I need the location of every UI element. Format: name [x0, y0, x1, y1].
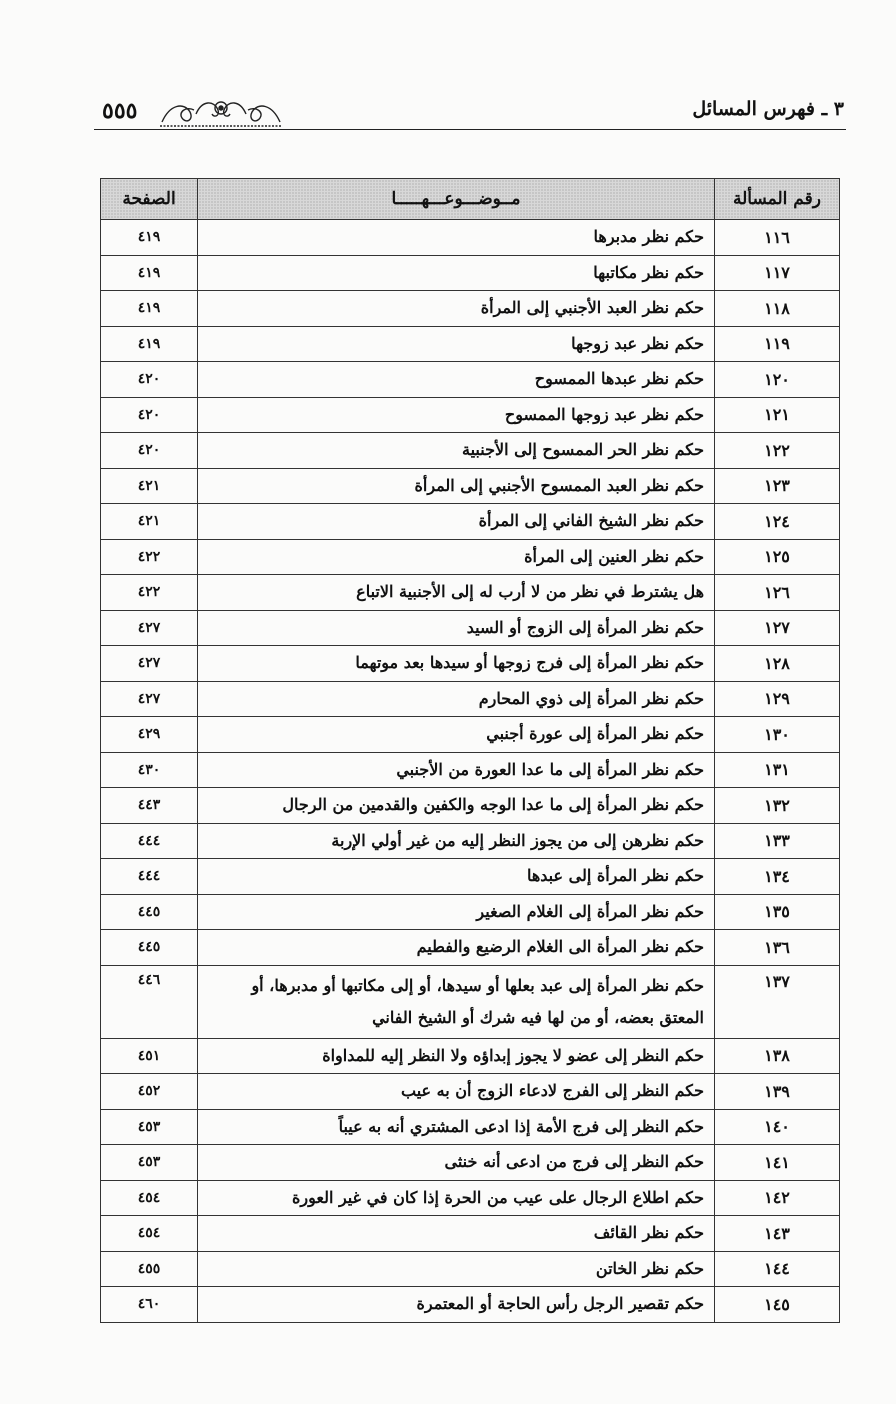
issue-number: ١٣٨	[715, 1038, 840, 1074]
issue-number: ١٢١	[715, 397, 840, 433]
issue-number: ١١٨	[715, 291, 840, 327]
page-ref: ٤٤٤	[101, 859, 198, 895]
issue-topic: حكم نظر المرأة إلى ما عدا الوجه والكفين والقدمين من الرجال	[198, 788, 715, 824]
issue-topic: حكم نظر مدبرها	[198, 220, 715, 256]
table-header-row	[101, 179, 840, 220]
issue-number: ١٣٠	[715, 717, 840, 753]
column-header-number: رقم المسألة	[715, 179, 840, 220]
table-row	[101, 1074, 840, 1110]
issue-topic: حكم نظرهن إلى من يجوز النظر إليه من غير أولي الإربة	[198, 823, 715, 859]
issue-topic: حكم النظر إلى فرج من ادعى أنه خنثى	[198, 1145, 715, 1181]
issue-number: ١٣٢	[715, 788, 840, 824]
issue-number: ١٤٣	[715, 1216, 840, 1252]
table-row	[101, 1109, 840, 1145]
issue-topic: حكم نظر القائف	[198, 1216, 715, 1252]
page-ref: ٤٢٠	[101, 433, 198, 469]
issue-topic: هل يشترط في نظر من لا أرب له إلى الأجنبية الاتباع	[198, 575, 715, 611]
issue-topic: حكم نظر الخاتن	[198, 1251, 715, 1287]
page-ref: ٤٥٤	[101, 1180, 198, 1216]
page-ref: ٤١٩	[101, 220, 198, 256]
issue-topic: حكم نظر المرأة إلى ذوي المحارم	[198, 681, 715, 717]
page-ref: ٤٢٢	[101, 539, 198, 575]
page-header	[94, 92, 846, 132]
page-ref: ٤٢٧	[101, 681, 198, 717]
issue-topic: حكم نظر عبدها الممسوح	[198, 362, 715, 398]
issue-number: ١٣٣	[715, 823, 840, 859]
column-header-topic: مــوضـــوعـــهـــــا	[198, 179, 715, 220]
issue-topic: حكم نظر المرأة إلى عبدها	[198, 859, 715, 895]
table-row	[101, 965, 840, 1038]
issue-topic: حكم النظر إلى عضو لا يجوز إبداؤه ولا النظر إليه للمداواة	[198, 1038, 715, 1074]
page-ref: ٤٤٣	[101, 788, 198, 824]
issue-number: ١٣٦	[715, 930, 840, 966]
issue-number: ١٢٨	[715, 646, 840, 682]
table-row	[101, 752, 840, 788]
issue-number: ١٤٤	[715, 1251, 840, 1287]
table-row	[101, 646, 840, 682]
header-rule	[94, 129, 846, 130]
issue-topic: حكم النظر إلى فرج الأمة إذا ادعى المشتري أنه به عيباً	[198, 1109, 715, 1145]
issue-number: ١٢٦	[715, 575, 840, 611]
table-row	[101, 326, 840, 362]
table-row	[101, 1038, 840, 1074]
table-row	[101, 1180, 840, 1216]
issue-number: ١١٦	[715, 220, 840, 256]
table-row	[101, 433, 840, 469]
issue-topic: حكم نظر المرأة إلى عورة أجنبي	[198, 717, 715, 753]
table-row	[101, 788, 840, 824]
issue-number: ١٣٧	[715, 965, 840, 1038]
issue-number: ١٢٩	[715, 681, 840, 717]
issue-number: ١٤٥	[715, 1287, 840, 1323]
issue-topic: حكم نظر عبد زوجها الممسوح	[198, 397, 715, 433]
page-ref: ٤٥٤	[101, 1216, 198, 1252]
issue-topic: حكم نظر العبد الأجنبي إلى المرأة	[198, 291, 715, 327]
page-ref: ٤٤٥	[101, 894, 198, 930]
page-ref: ٤٥٣	[101, 1109, 198, 1145]
page-ref: ٤٥٣	[101, 1145, 198, 1181]
issue-topic: حكم نظر المرأة إلى فرج زوجها أو سيدها بعد موتهما	[198, 646, 715, 682]
page-ref: ٤٣٠	[101, 752, 198, 788]
issue-topic: حكم نظر المرأة إلى ما عدا العورة من الأجنبي	[198, 752, 715, 788]
issue-topic: حكم نظر العبد الممسوح الأجنبي إلى المرأة	[198, 468, 715, 504]
table-row	[101, 468, 840, 504]
table-row	[101, 894, 840, 930]
table-row	[101, 255, 840, 291]
page-ref: ٤٥٥	[101, 1251, 198, 1287]
page-ref: ٤٤٥	[101, 930, 198, 966]
table-row	[101, 859, 840, 895]
issue-topic: حكم اطلاع الرجال على عيب من الحرة إذا كان في غير العورة	[198, 1180, 715, 1216]
issue-topic: حكم نظر المرأة إلى عبد بعلها أو سيدها، أو إلى مكاتبها أو مدبرها، أو المعتق بعضه، أو من لها فيه شرك أو الشيخ الفاني	[198, 965, 715, 1038]
page-ref: ٤٤٦	[101, 965, 198, 1038]
page-ref: ٤١٩	[101, 326, 198, 362]
issue-topic: حكم النظر إلى الفرج لادعاء الزوج أن به عيب	[198, 1074, 715, 1110]
section-title: ٣ ـ فهرس المسائل	[692, 98, 844, 120]
table-row	[101, 1145, 840, 1181]
issue-number: ١٤١	[715, 1145, 840, 1181]
table-row	[101, 397, 840, 433]
page-ref: ٤٥٢	[101, 1074, 198, 1110]
table-row	[101, 291, 840, 327]
page-ref: ٤٥١	[101, 1038, 198, 1074]
page-ref: ٤٢٧	[101, 646, 198, 682]
table-row	[101, 362, 840, 398]
issue-topic: حكم نظر العنين إلى المرأة	[198, 539, 715, 575]
page-ref: ٤٢٢	[101, 575, 198, 611]
page-ref: ٤٢٩	[101, 717, 198, 753]
column-header-page: الصفحة	[101, 179, 198, 220]
table-row	[101, 1216, 840, 1252]
issue-topic: حكم نظر المرأة إلى الزوج أو السيد	[198, 610, 715, 646]
index-table	[100, 178, 840, 1323]
page-ref: ٤٢٠	[101, 397, 198, 433]
issue-number: ١٣١	[715, 752, 840, 788]
page-ref: ٤٢٠	[101, 362, 198, 398]
table-row	[101, 717, 840, 753]
table-row	[101, 1251, 840, 1287]
issue-topic: حكم تقصير الرجل رأس الحاجة أو المعتمرة	[198, 1287, 715, 1323]
page-ref: ٤٢٧	[101, 610, 198, 646]
issue-topic: حكم نظر المرأة الى الغلام الرضيع والفطيم	[198, 930, 715, 966]
table-row	[101, 220, 840, 256]
issue-topic: حكم نظر المرأة إلى الغلام الصغير	[198, 894, 715, 930]
issue-number: ١١٩	[715, 326, 840, 362]
page-ref: ٤٤٤	[101, 823, 198, 859]
table-row	[101, 823, 840, 859]
ornament-icon	[156, 94, 286, 128]
page-ref: ٤١٩	[101, 291, 198, 327]
issue-number: ١٢٣	[715, 468, 840, 504]
table-row	[101, 681, 840, 717]
issue-topic: حكم نظر الشيخ الفاني إلى المرأة	[198, 504, 715, 540]
issue-topic: حكم نظر مكاتبها	[198, 255, 715, 291]
table-row	[101, 504, 840, 540]
table-row	[101, 575, 840, 611]
issue-number: ١٤٢	[715, 1180, 840, 1216]
issue-number: ١٣٥	[715, 894, 840, 930]
issue-number: ١٣٩	[715, 1074, 840, 1110]
page-number: ٥٥٥	[102, 98, 138, 124]
table-row	[101, 1287, 840, 1323]
table-row	[101, 610, 840, 646]
issue-number: ١٢٤	[715, 504, 840, 540]
issue-number: ١٢٧	[715, 610, 840, 646]
page-ref: ٤٦٠	[101, 1287, 198, 1323]
page-ref: ٤٢١	[101, 504, 198, 540]
issue-number: ١٤٠	[715, 1109, 840, 1145]
issue-number: ١٣٤	[715, 859, 840, 895]
issue-number: ١١٧	[715, 255, 840, 291]
table-row	[101, 539, 840, 575]
issue-number: ١٢٥	[715, 539, 840, 575]
issue-topic: حكم نظر الحر الممسوح إلى الأجنبية	[198, 433, 715, 469]
issue-number: ١٢٠	[715, 362, 840, 398]
table-row	[101, 930, 840, 966]
page-ref: ٤٢١	[101, 468, 198, 504]
issue-number: ١٢٢	[715, 433, 840, 469]
issue-topic: حكم نظر عبد زوجها	[198, 326, 715, 362]
page-ref: ٤١٩	[101, 255, 198, 291]
